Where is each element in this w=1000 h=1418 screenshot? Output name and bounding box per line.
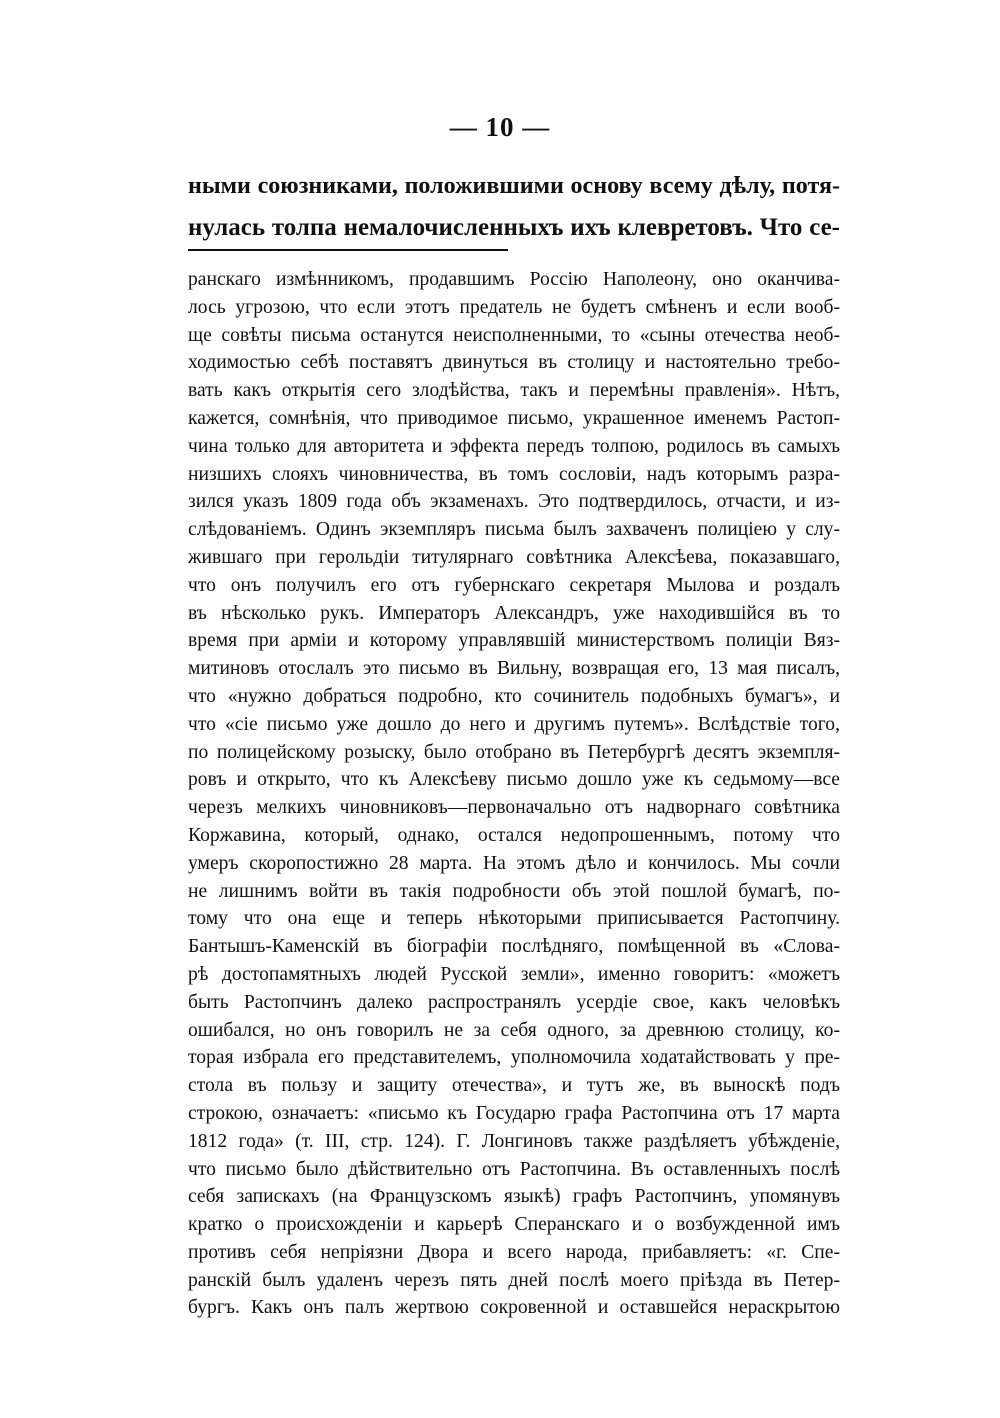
footnote-line: бургъ. Какъ онъ палъ жертвою сокровенной и оставшейся нераскрытою — [188, 1297, 840, 1319]
footnote-line: быть Растопчинъ далеко распространялъ усердіе свое, какъ человѣкъ — [188, 991, 840, 1013]
footnote-line: ранскаго измѣнникомъ, продавшимъ Россію Наполеону, оно оканчива- — [188, 269, 840, 290]
footnote-line: жившаго при герольдіи титулярнаго совѣтника Алексѣева, показавшаго, — [188, 546, 840, 568]
footnote-divider — [188, 249, 508, 251]
footnote-line: ровъ и открыто, что къ Алексѣеву письмо дошло уже къ седьмому—все — [188, 769, 840, 791]
footnote-line: лось угрозою, что если этотъ предатель не будетъ смѣненъ и если вооб- — [188, 296, 840, 318]
footnote-line: зился указъ 1809 года объ экзаменахъ. Это подтвердилось, отчасти, и из- — [188, 491, 840, 513]
footnote-line: тому что она еще и теперь нѣкоторыми приписывается Растопчину. — [188, 908, 840, 930]
main-text-line: нулась толпа немалочисленныхъ ихъ клевретовъ. Что се- — [188, 214, 840, 241]
main-text-line: ными союзниками, положившими основу всему дѣлу, потя- — [188, 173, 840, 199]
footnote-line: ходимостью себѣ поставятъ двинуться въ столицу и настоятельно требо- — [188, 352, 840, 374]
footnote-line: черезъ мелкихъ чиновниковъ—первоначально отъ надворнаго совѣтника — [188, 797, 840, 819]
footnote-line: что «сіе письмо уже дошло до него и другимъ путемъ». Вслѣдствіе того, — [188, 713, 840, 735]
footnote-line: умеръ скоропостижно 28 марта. На этомъ дѣло и кончилось. Мы сочли — [188, 852, 840, 874]
footnote-line: чина только для авторитета и эффекта передъ толпою, родилось въ самыхъ — [188, 435, 840, 457]
footnote-line: торая избрала его представителемъ, уполномочила ходатайствовать у пре- — [188, 1047, 840, 1069]
footnote-line: вать какъ открытія сего злодѣйства, такъ и перемѣны правленія». Нѣтъ, — [188, 380, 840, 402]
footnote-line: по полицейскому розыску, было отобрано въ Петербургѣ десятъ экземпля- — [188, 741, 840, 763]
footnote-line: низшихъ слояхъ чиновничества, въ томъ сословіи, надъ которымъ разра- — [188, 463, 840, 485]
footnote-line: Коржавина, который, однако, остался недопрошеннымъ, потому что — [188, 824, 840, 846]
footnote-line: рѣ достопамятныхъ людей Русской земли», именно говоритъ: «можетъ — [188, 963, 840, 985]
footnote-line: что онъ получилъ его отъ губернскаго секретаря Мылова и роздалъ — [188, 574, 840, 596]
footnote-line: не лишнимъ войти въ такія подробности объ этой пошлой бумагѣ, по- — [188, 880, 840, 902]
footnote-line: строкою, означаетъ: «письмо къ Государю графа Растопчина отъ 17 марта — [188, 1102, 840, 1124]
footnote-line: Бантышъ-Каменскій въ біографіи послѣдняго, помѣщенной въ «Слова- — [188, 936, 840, 958]
footnote-line: ранскій былъ удаленъ черезъ пять дней послѣ моего пріѣзда въ Петер- — [188, 1269, 840, 1291]
footnote-line: митиновъ отослалъ это письмо въ Вильну, возвращая его, 13 мая писалъ, — [188, 658, 840, 680]
footnote-line: что «нужно добраться подробно, кто сочинитель подобныхъ бумагъ», и — [188, 685, 840, 707]
footnote-line: противъ себя непріязни Двора и всего народа, прибавляетъ: «г. Спе- — [188, 1241, 840, 1263]
footnote-line: что письмо было дѣйствительно отъ Растопчина. Въ оставленныхъ послѣ — [188, 1158, 840, 1180]
footnote-line: ще совѣты письма останутся неисполненными, то «сыны отечества необ- — [188, 324, 840, 346]
footnote-line: время при арміи и которому управлявшій министерствомъ полиціи Вяз- — [188, 630, 840, 652]
footnote-line: въ нѣсколько рукъ. Императоръ Александръ, уже находившійся въ то — [188, 602, 840, 624]
footnote — [188, 266, 840, 1322]
footnote-line: стола въ пользу и защиту отечества», и тутъ же, въ выноскѣ подъ — [188, 1075, 840, 1097]
footnote-line: слѣдованіемъ. Одинъ экземпляръ письма былъ захваченъ полиціею у слу- — [188, 519, 840, 541]
footnote-line: себя запискахъ (на Французскомъ языкѣ) графъ Растопчинъ, упомянувъ — [188, 1186, 840, 1208]
footnote-line: кажется, сомнѣнія, что приводимое письмо, украшенное именемъ Растоп- — [188, 407, 840, 429]
footnote-line: кратко о происхожденіи и карьерѣ Сперанскаго и о возбужденной имъ — [188, 1214, 840, 1236]
page-number: — 10 — — [449, 112, 551, 142]
footnote-line: 1812 года» (т. III, стр. 124). Г. Лонгиновъ также раздѣляетъ убѣжденіе, — [188, 1130, 840, 1152]
footnote-line: ошибался, но онъ говорилъ не за себя одного, за древнюю столицу, ко- — [188, 1019, 840, 1041]
main-text — [188, 166, 840, 248]
